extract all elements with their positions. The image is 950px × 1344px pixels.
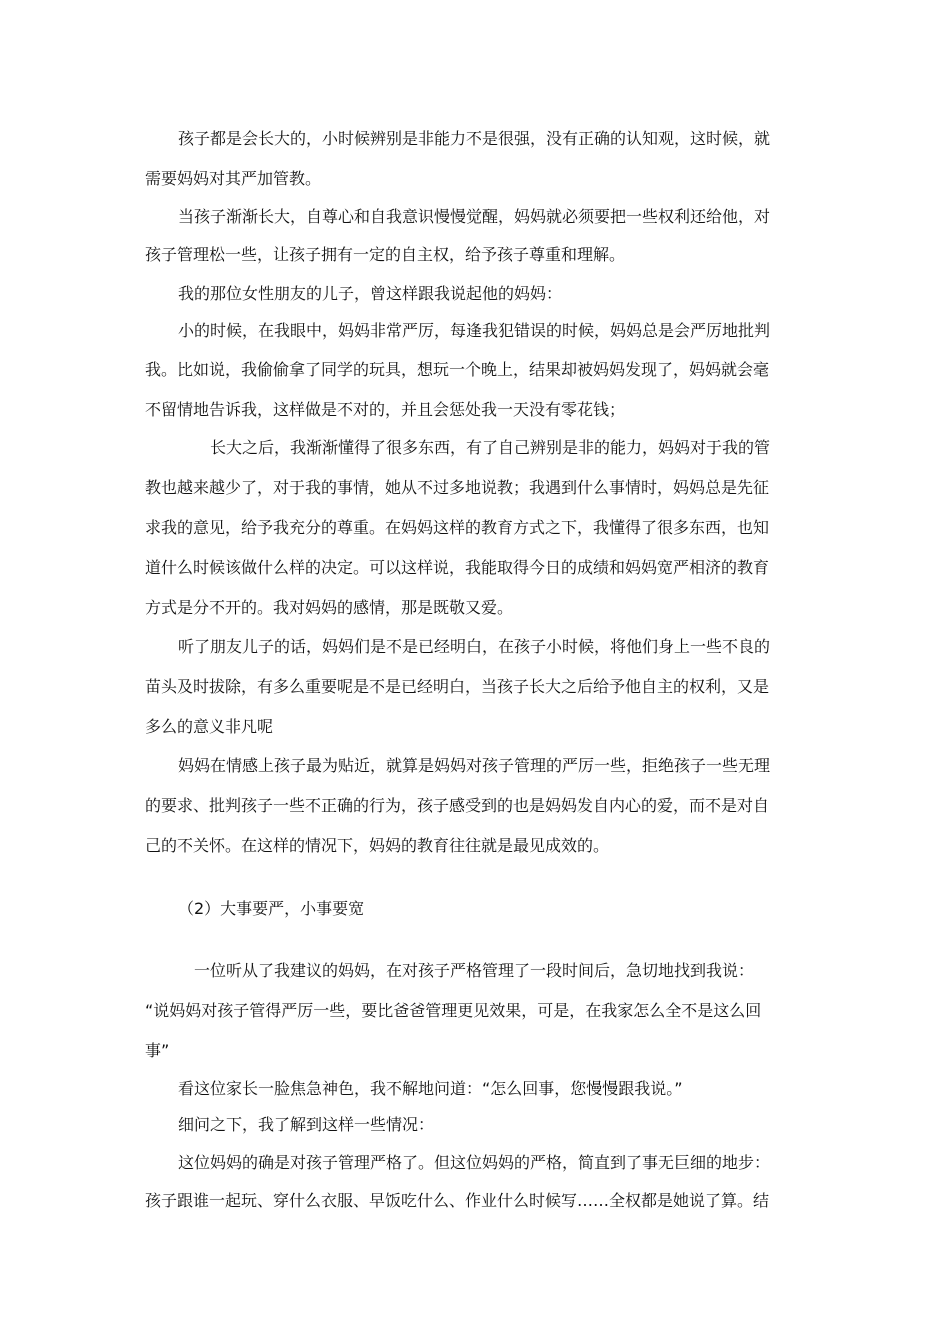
text-line: “说妈妈对孩子管得严厉一些，要比爸爸管理更见效果，可是，在我家怎么全不是这么回 <box>145 1001 762 1020</box>
text-line: 己的不关怀。在这样的情况下，妈妈的教育往往就是最见成效的。 <box>145 836 610 855</box>
text-line: 我。比如说，我偷偷拿了同学的玩具，想玩一个晚上，结果却被妈妈发现了，妈妈就会毫 <box>145 360 770 379</box>
text-line: 细问之下，我了解到这样一些情况： <box>178 1115 435 1134</box>
text-line: 小的时候，在我眼中，妈妈非常严厉，每逢我犯错误的时候，妈妈总是会严厉地批判 <box>178 321 771 340</box>
text-line: 苗头及时拔除，有多么重要呢是不是已经明白，当孩子长大之后给予他自主的权利，又是 <box>145 677 770 696</box>
text-line: 孩子跟谁一起玩、穿什么衣服、早饭吃什么、作业什么时候写……全权都是她说了算。结 <box>145 1191 770 1210</box>
text-line: 教也越来越少了，对于我的事情，她从不过多地说教；我遇到什么事情时，妈妈总是先征 <box>145 478 770 497</box>
text-line: 事” <box>145 1041 170 1060</box>
text-line: 方式是分不开的。我对妈妈的感情，那是既敬又爱。 <box>145 598 514 617</box>
section-heading: （2）大事要严，小事要宽 <box>178 899 365 918</box>
text-line: 看这位家长一脸焦急神色，我不解地问道：“怎么回事，您慢慢跟我说。” <box>178 1079 683 1098</box>
text-line: 当孩子渐渐长大，自尊心和自我意识慢慢觉醒，妈妈就必须要把一些权利还给他，对 <box>178 207 771 226</box>
text-line: 求我的意见，给予我充分的尊重。在妈妈这样的教育方式之下，我懂得了很多东西，也知 <box>145 518 770 537</box>
text-line: 我的那位女性朋友的儿子，曾这样跟我说起他的妈妈： <box>178 284 563 303</box>
text-line: 一位听从了我建议的妈妈，在对孩子严格管理了一段时间后，急切地找到我说： <box>194 961 755 980</box>
text-line: 孩子管理松一些，让孩子拥有一定的自主权，给予孩子尊重和理解。 <box>145 245 626 264</box>
text-line: 长大之后，我渐渐懂得了很多东西，有了自己辨别是非的能力，妈妈对于我的管 <box>210 438 771 457</box>
text-line: 需要妈妈对其严加管教。 <box>145 169 322 188</box>
text-line: 多么的意义非凡呢 <box>145 717 274 736</box>
text-line: 的要求、批判孩子一些不正确的行为，孩子感受到的也是妈妈发自内心的爱，而不是对自 <box>145 796 770 815</box>
text-line: 妈妈在情感上孩子最为贴近，就算是妈妈对孩子管理的严厉一些，拒绝孩子一些无理 <box>178 756 771 775</box>
text-line: 不留情地告诉我，这样做是不对的，并且会惩处我一天没有零花钱； <box>145 400 626 419</box>
text-line: 道什么时候该做什么样的决定。可以这样说，我能取得今日的成绩和妈妈宽严相济的教育 <box>145 558 770 577</box>
text-line: 这位妈妈的确是对孩子管理严格了。但这位妈妈的严格，简直到了事无巨细的地步： <box>178 1153 771 1172</box>
text-line: 听了朋友儿子的话，妈妈们是不是已经明白，在孩子小时候，将他们身上一些不良的 <box>178 637 771 656</box>
text-line: 孩子都是会长大的，小时候辨别是非能力不是很强，没有正确的认知观，这时候，就 <box>178 129 771 148</box>
